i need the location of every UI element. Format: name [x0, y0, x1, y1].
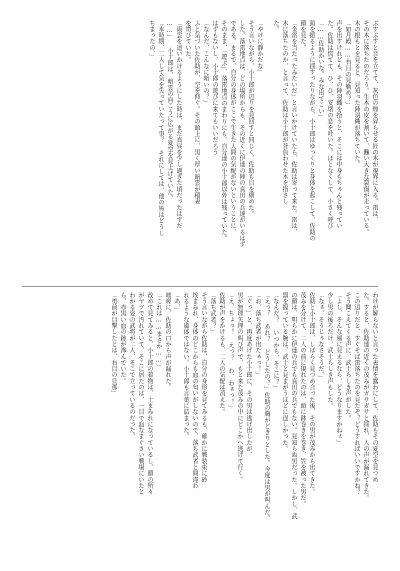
text-column: わかる姿の武将が二人、そこで立っているのだった。: [128, 292, 135, 440]
text-column: れるような風体ではない。小十郎も言葉に詰まった。: [182, 292, 189, 440]
text-column: 改めて見てみると、小十郎の着物は、土まみれになっているし、顔の所々: [146, 292, 153, 495]
text-column: 器を握っている腕は、武士と見まがうほどに逞しかった。: [281, 292, 288, 452]
text-column: 「えっ？ あれ？ どうしたの？」佐助の胸がどきりとした。今度は男が叫んだ。: [263, 292, 270, 522]
text-column: 木の根もとを見ると、見知った陣羽織が落ちていた。: [353, 20, 360, 168]
text-column: した。落雷地点は、どの場所からも、その近くに伊達の陣の真田の兵達がいるはず: [238, 20, 245, 248]
text-column: た。: [272, 20, 279, 33]
text-column: 「雨雲を追いかけるようにした時は、まだ真昼を少し過ぎた頃だったはずだ: [175, 20, 182, 230]
text-column: 「なんだ、こんなに暗いの？」: [202, 20, 209, 107]
text-column: 「お、落ち武者が出たぁっ！」: [254, 292, 261, 379]
text-column: 声を出すけれども、その陣羽織を拾うと、そこには中身もちゃんと残ってい: [335, 20, 342, 230]
lower-text-block: [22, 292, 378, 554]
text-column: 男が無理矢理の叫び声で、もと来た茂みの中にどこかへ逃げて行く。: [236, 292, 243, 483]
text-column: 「ぐっ」と、再度あげた小十郎に、その男は逃げ出したが、: [245, 292, 252, 459]
text-column: 「あ、」: [173, 292, 180, 314]
text-column: そう言いながら佐助は、自分の身形を見てみるも、確かに戦装束に砂: [200, 292, 207, 483]
text-column: 「え、ちょっ！ えっ？ わ、わぁっ！」: [227, 292, 234, 411]
text-column: そのまま、「遊ぶ」、落雷地点のまわりにも、自分達の小十郎以外は残っていた。: [220, 20, 227, 242]
text-column: を帯びていた。: [184, 20, 191, 64]
text-column: ふと気づいた佐助が、空を仰ぐ。その頭上に、黒く厚い暗雲が稲妻: [193, 20, 200, 205]
text-column: の顔は、明らかに伊達の兵でも真田の兵でもない。見知らぬ男だった。しかし、武: [290, 292, 297, 520]
text-column: た。佐助は慌てて、ひ、ひ、安堵の息を吐いた。ほとなくして、小さく呼び: [326, 20, 333, 230]
text-column: ら、赤黒い血の跡が滲んでいた。: [119, 292, 126, 385]
text-column: 「これは……まさか……」: [155, 292, 162, 370]
text-column: 茂みを分けて、二人の前に現れたのは、頭に鉢巻きを巻き、笠を被った男だ。: [299, 292, 306, 508]
text-column: た。すると、佐助達の近くの茂みがガサガサと揺れ、人の声が漏れてきた。: [362, 292, 369, 502]
section-divider: [22, 286, 378, 287]
text-column: ……」 小十郎は、暗雲の向こうに広がる夏空を見上げていた。: [166, 20, 173, 202]
text-column: 「本時期、二人して気を失っていたって事？ それにしては、他の皆はどうし: [157, 20, 164, 237]
text-column: である。まるで、自分の身体がここで生きた人間の気配がないということに、: [229, 20, 236, 236]
text-column: [264, 20, 270, 282]
text-column: 「なんだ？ いつから、そこに？」: [272, 292, 279, 392]
text-column: わけが解らないと言った表情を露わにして、佐助もその夏空を見つめ: [371, 292, 378, 483]
text-column: ぶすぶすと音を立てて、灰色の煙を昇らせる匠の木が視界に入る。雷は、: [371, 20, 378, 223]
text-column: 木に落ちたのか、と言って、佐助は小十郎が背負わせた木を指さし: [281, 20, 288, 205]
text-column: はずもないし、小十郎の遊びに来てもいいだろう: [211, 20, 218, 156]
text-column: 佐助が声をかけるも、二人の気配は消えた。: [218, 292, 225, 415]
text-column: 「如月殿……右目の見勤め？」: [344, 20, 351, 109]
text-column: 頭を振るように揺すったりながら、小十郎はゆっくりと身体を起こして、佐助の: [308, 20, 315, 242]
upper-text-block: [22, 20, 378, 282]
text-column: この辺りだと、すぐそば雷落ちたのを見たぞ？どうすればいいですかね？: [353, 292, 360, 495]
text-column: ちまったの、」: [148, 20, 155, 61]
text-column: 「……佐助かいな。みな出てこい」: [317, 20, 324, 121]
text-column: 「勇前が目撃したとは、右目の旦那」: [110, 292, 117, 397]
text-column: そう聞こえてくる声に、武士らしき声がした。: [344, 292, 351, 422]
text-column: がヤツで汚れていて、そこに居たのは、一目で血なまぐさい戦場にいたと: [137, 292, 144, 495]
text-column: 「やけに静かだな」: [256, 20, 263, 76]
text-column: そう言いながら、小十郎が辺りを見回すと同じく、佐助も目を細めた。: [247, 20, 254, 217]
text-column: 「金雷を当たったみたいだ」と言いかけていたら、佐助は寄って来た。雷は、: [290, 20, 297, 236]
text-column: 「よし、そんな風に見えるなら、どうなりますかねぇ」: [335, 292, 342, 446]
text-column: 顔を見た。: [299, 20, 306, 51]
text-column: その木に落ちたのだろう。生木の皮を割いて、醜い大きな裂傷が走っている。: [362, 20, 369, 236]
text-column: 埃まみれ、身体のどこからも血の匂いがしないので、落ち武者と間違わ: [191, 292, 198, 489]
text-column: 「なぁ、そうじゃなさそうだ。」: [317, 292, 324, 382]
text-column: 「落ち武者？」: [209, 292, 216, 336]
text-column: 佐助と小十郎は、しばらく見つめ合った後、その男が茂みから出てきた。: [308, 292, 315, 495]
text-column: 少し男の後ろだけ、武士らしき声もした。: [326, 292, 333, 409]
text-column: 咄嗟に、佐助の口から声が漏れた。: [164, 292, 171, 391]
